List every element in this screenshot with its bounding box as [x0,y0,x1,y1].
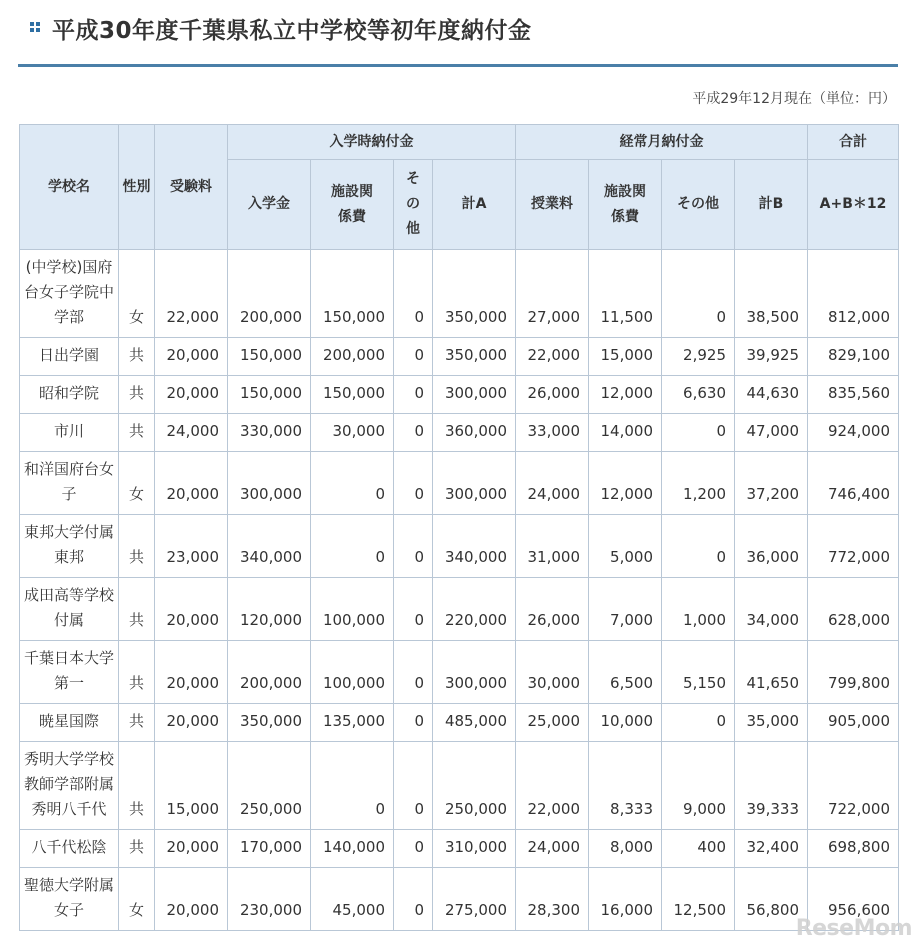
value-cell-exam: 24,000 [155,414,228,452]
value-cell-oth2: 5,150 [662,641,735,704]
value-cell-tui: 33,000 [516,414,589,452]
table-row [20,641,899,704]
value-cell-fac1: 135,000 [311,704,394,742]
header-admission-fee: 入学金 [228,160,311,250]
table-row [20,414,899,452]
value-cell-ta: 300,000 [433,452,516,515]
value-cell-tui: 22,000 [516,338,589,376]
value-cell-oth1: 0 [394,452,433,515]
value-cell-exam: 20,000 [155,830,228,868]
fee-table [19,124,899,931]
sex-cell: 共 [119,338,155,376]
value-cell-fac2: 15,000 [589,338,662,376]
value-cell-oth1: 0 [394,338,433,376]
table-row [20,452,899,515]
value-cell-sum: 772,000 [808,515,899,578]
value-cell-fac2: 7,000 [589,578,662,641]
table-row [20,376,899,414]
table-row [20,250,899,338]
value-cell-fac1: 100,000 [311,641,394,704]
value-cell-oth2: 0 [662,515,735,578]
sex-cell: 女 [119,250,155,338]
value-cell-exam: 20,000 [155,578,228,641]
value-cell-adm: 120,000 [228,578,311,641]
value-cell-sum: 905,000 [808,704,899,742]
value-cell-fac1: 0 [311,515,394,578]
school-name-cell: 秀明大学学校教師学部附属秀明八千代 [20,742,119,830]
value-cell-ta: 340,000 [433,515,516,578]
value-cell-tb: 39,925 [735,338,808,376]
header-total-b: 計B [735,160,808,250]
sex-cell: 共 [119,578,155,641]
value-cell-adm: 350,000 [228,704,311,742]
value-cell-ta: 220,000 [433,578,516,641]
as-of-note: 平成29年12月現在（単位：円） [692,91,896,107]
value-cell-sum: 799,800 [808,641,899,704]
header-sum-formula: A+B＊12 [808,160,899,250]
value-cell-oth2: 9,000 [662,742,735,830]
value-cell-fac1: 30,000 [311,414,394,452]
school-name-cell: 聖徳大学附属女子 [20,868,119,931]
value-cell-tui: 22,000 [516,742,589,830]
value-cell-oth1: 0 [394,868,433,931]
value-cell-exam: 20,000 [155,704,228,742]
header-sum-group: 合計 [808,125,899,160]
value-cell-adm: 150,000 [228,376,311,414]
sex-cell: 共 [119,641,155,704]
value-cell-oth2: 1,200 [662,452,735,515]
sex-cell: 共 [119,376,155,414]
header-total-a: 計A [433,160,516,250]
value-cell-oth1: 0 [394,742,433,830]
value-cell-tui: 24,000 [516,452,589,515]
value-cell-tb: 56,800 [735,868,808,931]
title-bar [18,0,898,67]
school-name-cell: (中学校)国府台女子学院中学部 [20,250,119,338]
sex-cell: 共 [119,515,155,578]
value-cell-fac2: 8,000 [589,830,662,868]
grid-bullet-icon [30,22,41,33]
value-cell-tui: 31,000 [516,515,589,578]
value-cell-ta: 360,000 [433,414,516,452]
school-name-cell: 千葉日本大学第一 [20,641,119,704]
page-title: 平成30年度千葉県私立中学校等初年度納付金 [52,18,532,44]
value-cell-tb: 47,000 [735,414,808,452]
value-cell-ta: 250,000 [433,742,516,830]
header-facility-2 [589,160,662,250]
school-name-cell: 八千代松陰 [20,830,119,868]
value-cell-tb: 37,200 [735,452,808,515]
header-exam-fee: 受験料 [155,125,228,250]
value-cell-ta: 300,000 [433,376,516,414]
value-cell-oth2: 6,630 [662,376,735,414]
value-cell-oth1: 0 [394,578,433,641]
value-cell-sum: 835,560 [808,376,899,414]
value-cell-sum: 628,000 [808,578,899,641]
value-cell-adm: 150,000 [228,338,311,376]
value-cell-tui: 26,000 [516,578,589,641]
value-cell-oth2: 1,000 [662,578,735,641]
header-facility-1-label: 施設関係費 [330,183,373,225]
value-cell-tb: 35,000 [735,704,808,742]
sex-cell: 共 [119,414,155,452]
value-cell-oth1: 0 [394,830,433,868]
value-cell-sum: 722,000 [808,742,899,830]
value-cell-exam: 23,000 [155,515,228,578]
school-name-cell: 市川 [20,414,119,452]
value-cell-fac2: 8,333 [589,742,662,830]
value-cell-fac2: 6,500 [589,641,662,704]
header-other-2: その他 [662,160,735,250]
value-cell-sum: 746,400 [808,452,899,515]
value-cell-tb: 36,000 [735,515,808,578]
value-cell-fac2: 11,500 [589,250,662,338]
value-cell-fac1: 150,000 [311,250,394,338]
value-cell-adm: 300,000 [228,452,311,515]
school-name-cell: 成田高等学校付属 [20,578,119,641]
value-cell-adm: 250,000 [228,742,311,830]
value-cell-oth1: 0 [394,704,433,742]
value-cell-tb: 41,650 [735,641,808,704]
value-cell-oth2: 400 [662,830,735,868]
header-other-1-label: その他 [406,171,420,237]
sex-cell: 共 [119,742,155,830]
value-cell-oth2: 0 [662,250,735,338]
value-cell-tui: 27,000 [516,250,589,338]
value-cell-oth1: 0 [394,641,433,704]
value-cell-exam: 20,000 [155,868,228,931]
header-admission-group: 入学時納付金 [228,125,516,160]
header-other-1 [394,160,433,250]
value-cell-tui: 30,000 [516,641,589,704]
value-cell-fac1: 45,000 [311,868,394,931]
value-cell-exam: 20,000 [155,338,228,376]
value-cell-ta: 485,000 [433,704,516,742]
value-cell-tui: 25,000 [516,704,589,742]
header-school: 学校名 [20,125,119,250]
value-cell-sum: 698,800 [808,830,899,868]
value-cell-exam: 20,000 [155,376,228,414]
value-cell-adm: 200,000 [228,250,311,338]
value-cell-fac2: 12,000 [589,376,662,414]
value-cell-tb: 38,500 [735,250,808,338]
value-cell-tb: 32,400 [735,830,808,868]
value-cell-ta: 350,000 [433,250,516,338]
table-row [20,868,899,931]
header-tuition: 授業料 [516,160,589,250]
value-cell-oth2: 0 [662,414,735,452]
school-name-cell: 暁星国際 [20,704,119,742]
table-row [20,742,899,830]
value-cell-fac1: 0 [311,452,394,515]
value-cell-tb: 44,630 [735,376,808,414]
school-name-cell: 日出学園 [20,338,119,376]
value-cell-tb: 34,000 [735,578,808,641]
value-cell-oth1: 0 [394,376,433,414]
value-cell-tb: 39,333 [735,742,808,830]
value-cell-ta: 300,000 [433,641,516,704]
school-name-cell: 東邦大学付属東邦 [20,515,119,578]
value-cell-fac1: 140,000 [311,830,394,868]
sex-cell: 女 [119,868,155,931]
value-cell-fac1: 0 [311,742,394,830]
value-cell-ta: 275,000 [433,868,516,931]
value-cell-exam: 20,000 [155,452,228,515]
sex-cell: 女 [119,452,155,515]
value-cell-sum: 812,000 [808,250,899,338]
value-cell-sum: 829,100 [808,338,899,376]
sex-cell: 共 [119,704,155,742]
value-cell-oth2: 2,925 [662,338,735,376]
value-cell-fac2: 5,000 [589,515,662,578]
value-cell-fac1: 200,000 [311,338,394,376]
school-name-cell: 和洋国府台女子 [20,452,119,515]
value-cell-sum: 956,600 [808,868,899,931]
value-cell-exam: 15,000 [155,742,228,830]
value-cell-oth1: 0 [394,250,433,338]
header-facility-2-label: 施設関係費 [603,183,646,225]
table-row [20,515,899,578]
value-cell-adm: 170,000 [228,830,311,868]
watermark-logo: ReseMom [795,916,912,941]
table-row [20,578,899,641]
value-cell-tui: 24,000 [516,830,589,868]
value-cell-exam: 22,000 [155,250,228,338]
value-cell-oth1: 0 [394,515,433,578]
value-cell-adm: 200,000 [228,641,311,704]
value-cell-adm: 340,000 [228,515,311,578]
value-cell-fac2: 16,000 [589,868,662,931]
value-cell-ta: 310,000 [433,830,516,868]
value-cell-adm: 230,000 [228,868,311,931]
table-row [20,704,899,742]
value-cell-fac2: 12,000 [589,452,662,515]
value-cell-fac1: 150,000 [311,376,394,414]
table-body [20,250,899,931]
value-cell-tui: 28,300 [516,868,589,931]
value-cell-fac2: 14,000 [589,414,662,452]
value-cell-oth2: 12,500 [662,868,735,931]
value-cell-adm: 330,000 [228,414,311,452]
table-row [20,338,899,376]
value-cell-fac2: 10,000 [589,704,662,742]
value-cell-sum: 924,000 [808,414,899,452]
value-cell-tui: 26,000 [516,376,589,414]
value-cell-fac1: 100,000 [311,578,394,641]
header-facility-1 [311,160,394,250]
table-row [20,830,899,868]
header-sex: 性別 [119,125,155,250]
value-cell-exam: 20,000 [155,641,228,704]
sex-cell: 共 [119,830,155,868]
header-monthly-group: 経常月納付金 [516,125,808,160]
value-cell-ta: 350,000 [433,338,516,376]
value-cell-oth1: 0 [394,414,433,452]
value-cell-oth2: 0 [662,704,735,742]
school-name-cell: 昭和学院 [20,376,119,414]
